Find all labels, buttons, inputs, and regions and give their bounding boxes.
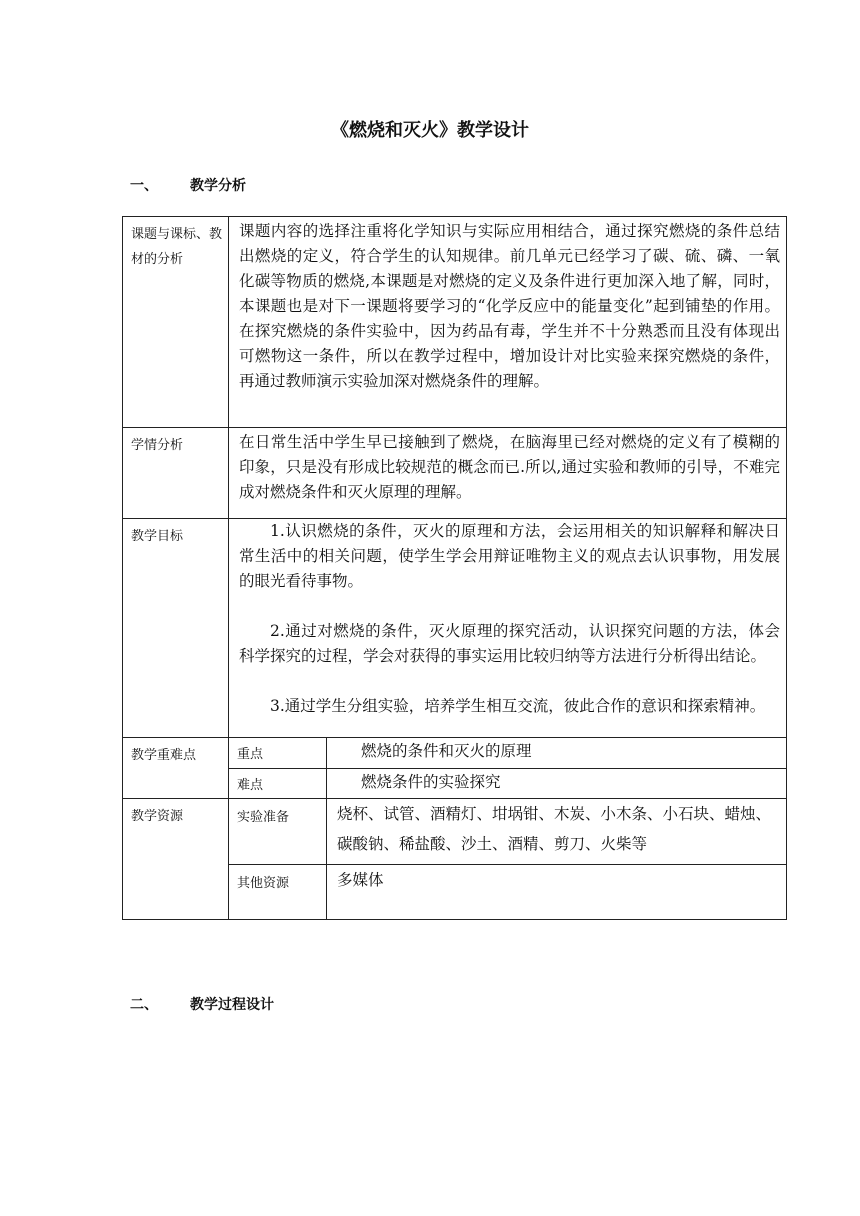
document-title: 《燃烧和灭火》教学设计 (331, 120, 529, 141)
row-label: 教学资源 (123, 799, 229, 920)
section-label: 教学分析 (190, 178, 246, 194)
row-text: 课题内容的选择注重将化学知识与实际应用相结合，通过探究燃烧的条件总结出燃烧的定义，符合学生的认知规律。前几单元已经学习了碳、硫、磷、一氧化碳等物质的燃烧,本课题是对燃烧的定义及条件进行更加深入地了解，同时，本课题也是对下一课题将要学习的“化学反应中的能量变化”起到铺垫的作用。在探究燃烧的条件实验中，因为药品有毒，学生并不十分熟悉而且没有体现出可燃物这一条件，所以在教学过程中，增加设计对比实验来探究燃烧的条件，再通过教师演示实验加深对燃烧条件的理解。 (229, 217, 787, 428)
goal-item: 3.通过学生分组实验，培养学生相互交流，彼此合作的意识和探索精神。 (270, 697, 766, 715)
goal-item: 1.认识燃烧的条件，灭火的原理和方法，会运用相关的知识解释和解决日常生活中的相关问题，使学生学会用辩证唯物主义的观点去认识事物，用发展的眼光看待事物。 (239, 522, 781, 590)
key-label: 重点 (229, 738, 327, 769)
analysis-table (122, 216, 787, 920)
section-heading-analysis (130, 175, 246, 195)
section-number: 一、 (130, 178, 158, 194)
other-label: 其他资源 (229, 865, 327, 920)
goals-cell (229, 519, 787, 738)
goal-item: 2.通过对燃烧的条件，灭火原理的探究活动，认识探究问题的方法，体会科学探究的过程，学会对获得的事实运用比较归纳等方法进行分析得出结论。 (239, 622, 781, 665)
row-text: 在日常生活中学生早已接触到了燃烧，在脑海里已经对燃烧的定义有了模糊的印象，只是没有形成比较规范的概念而已.所以,通过实验和教师的引导，不难完成对燃烧条件和灭火原理的理解。 (229, 428, 787, 519)
other-text: 多媒体 (327, 865, 787, 920)
experiment-text: 烧杯、试管、酒精灯、坩埚钳、木炭、小木条、小石块、蜡烛、碳酸钠、稀盐酸、沙土、酒精、剪刀、火柴等 (327, 799, 787, 865)
row-label: 课题与课标、教材的分析 (123, 217, 229, 428)
table-row-teaching-goals (123, 519, 787, 738)
table-row-experiment-resources (123, 799, 787, 865)
difficult-text: 燃烧条件的实验探究 (327, 769, 787, 799)
row-label: 教学重难点 (123, 738, 229, 799)
experiment-label: 实验准备 (229, 799, 327, 865)
section-number: 二、 (130, 997, 158, 1013)
difficult-label: 难点 (229, 769, 327, 799)
table-row-key-point (123, 738, 787, 769)
row-label: 教学目标 (123, 519, 229, 738)
section-label: 教学过程设计 (190, 997, 274, 1013)
section-heading-process (130, 994, 274, 1014)
table-row-course-analysis (123, 217, 787, 428)
key-text: 燃烧的条件和灭火的原理 (327, 738, 787, 769)
table-row-student-analysis (123, 428, 787, 519)
row-label: 学情分析 (123, 428, 229, 519)
